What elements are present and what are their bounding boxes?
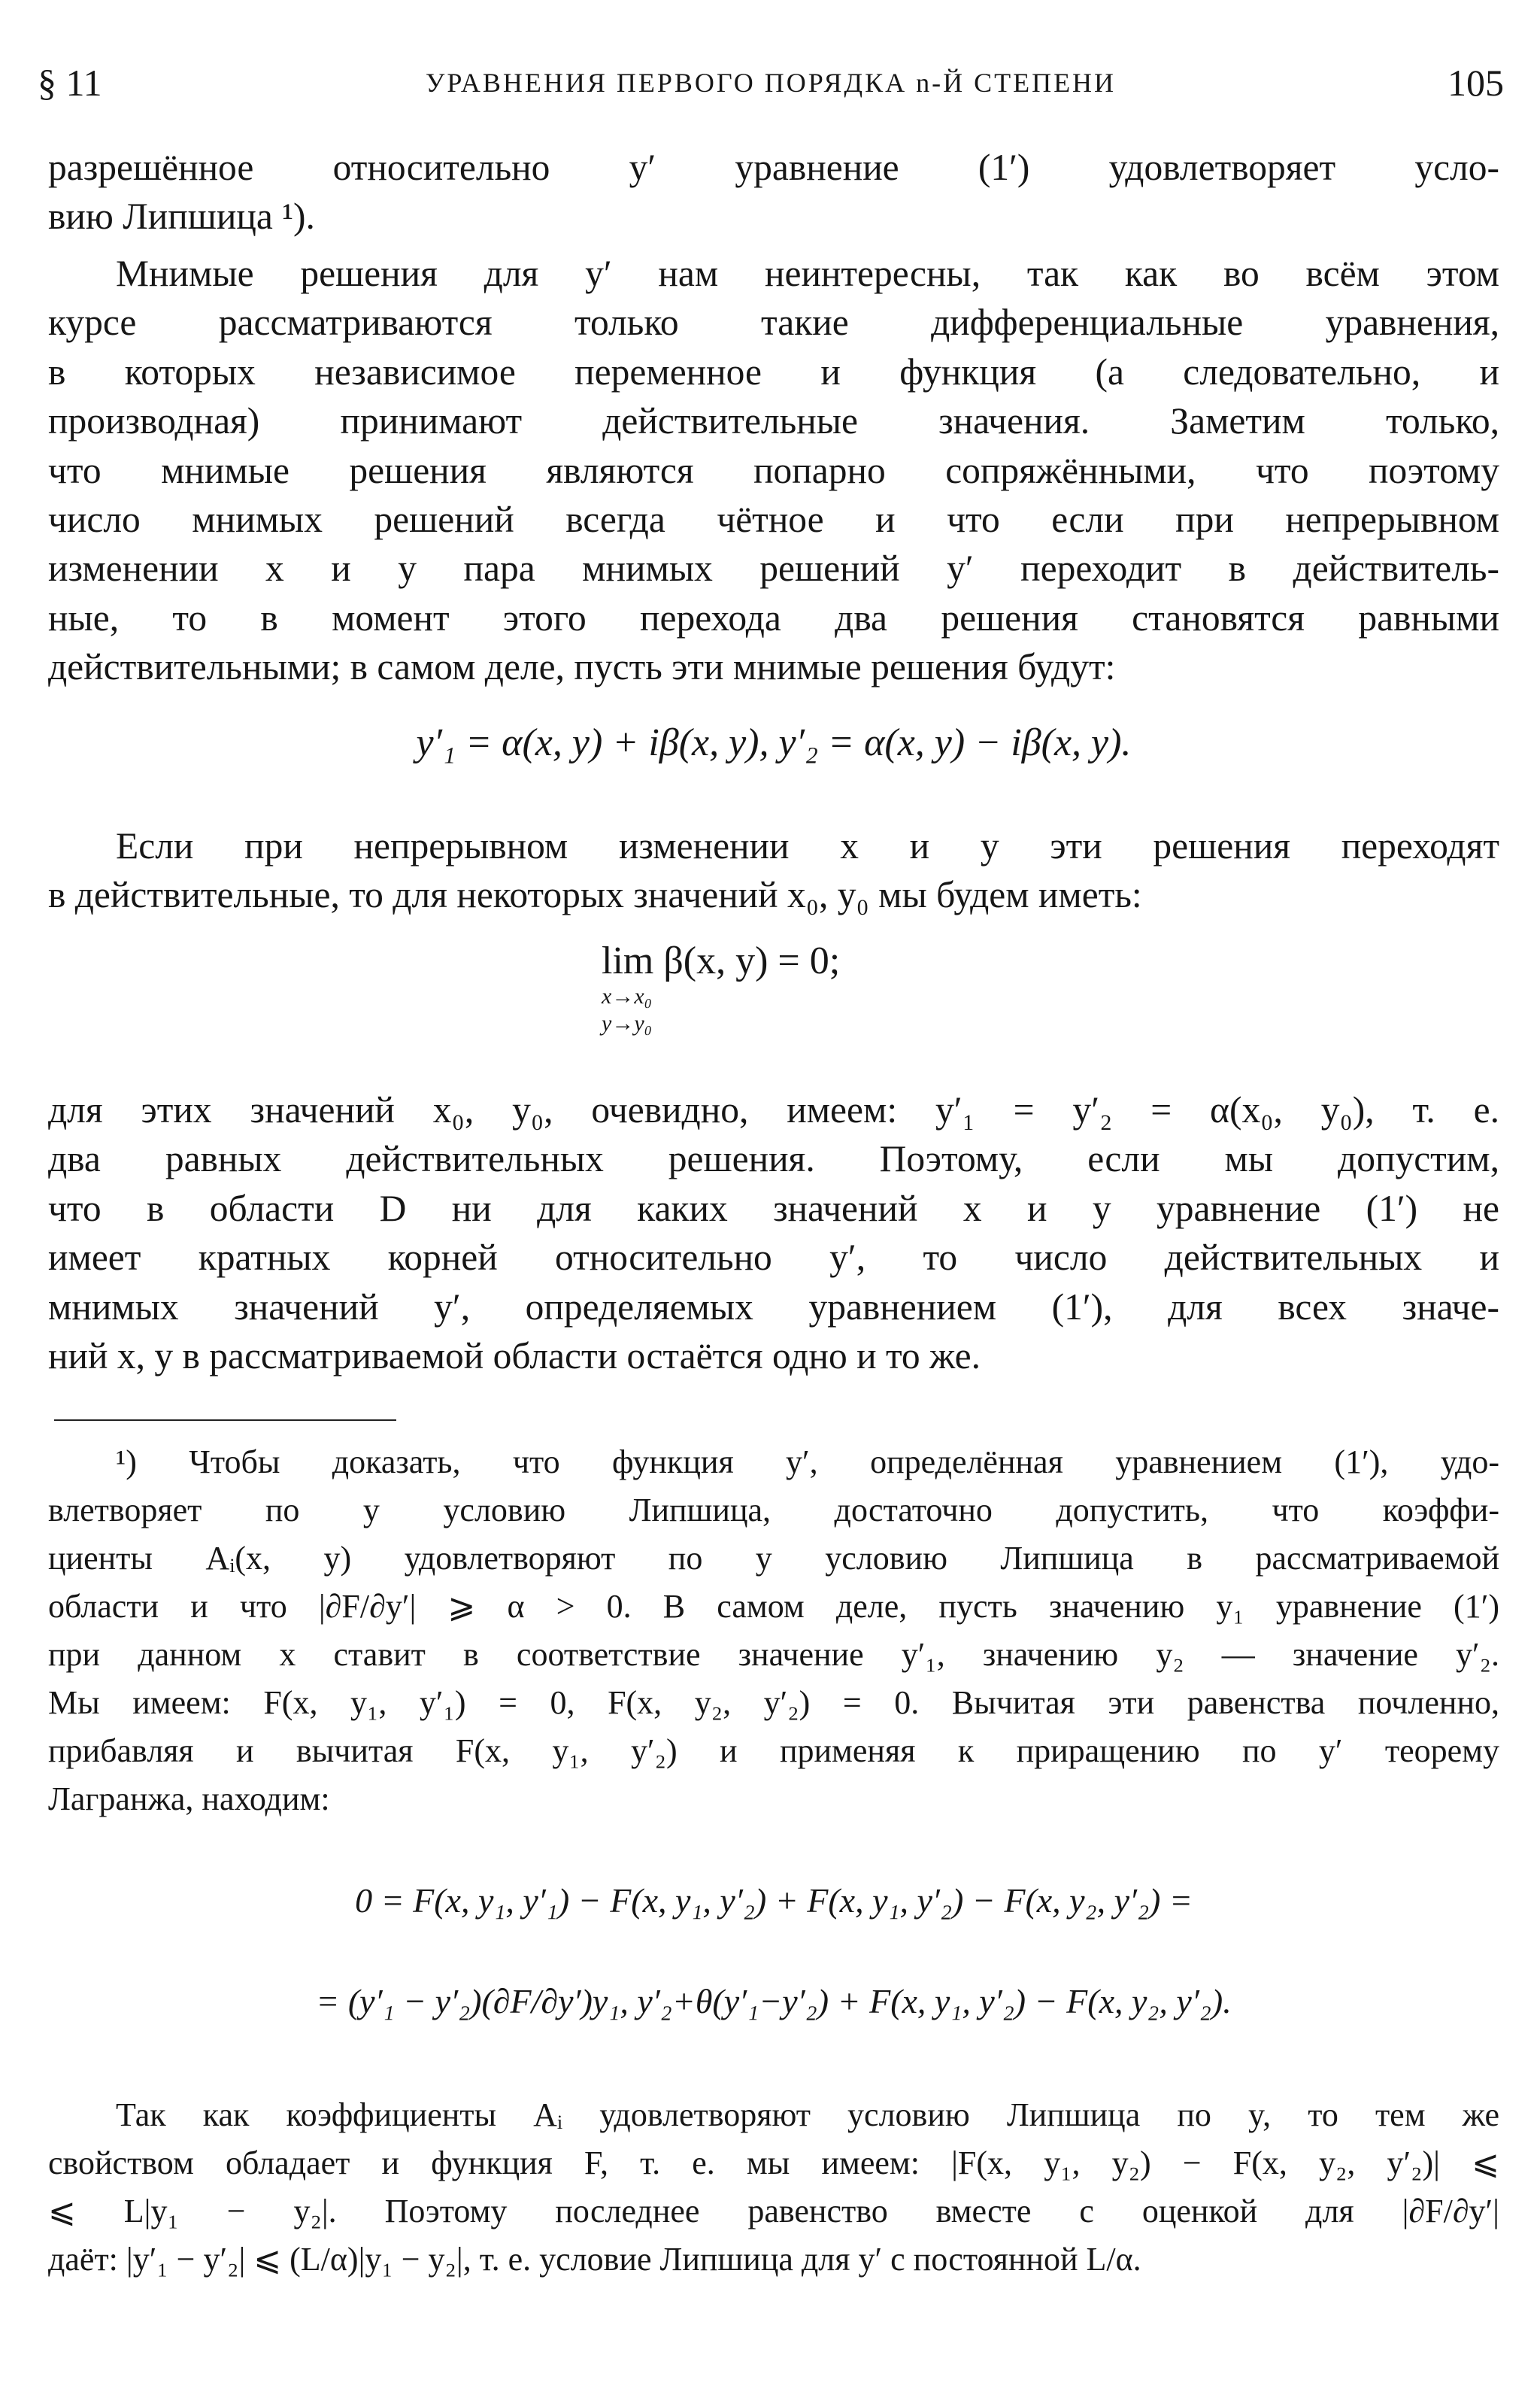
footnote-part-2 bbox=[48, 2091, 1499, 2284]
running-title: УРАВНЕНИЯ ПЕРВОГО ПОРЯДКА n-Й СТЕПЕНИ bbox=[425, 68, 1117, 98]
footnote-equation-a: 0 = F(x, y₁, y′₁) − F(x, y₁, y′₂) + F(x, y₁, y′₂) − F(x, y₂, y′₂) = bbox=[355, 1881, 1193, 1920]
paragraph-4 bbox=[48, 1085, 1499, 1380]
text-line: курсе рассматриваются только такие дифференциальные уравнения, bbox=[48, 302, 1499, 344]
page-number: 105 bbox=[1448, 62, 1504, 104]
text-line: мнимых значений y′, определяемых уравнением (1′), для всех значе- bbox=[48, 1285, 1499, 1328]
footnote-line: ¹) Чтобы доказать, что функция y′, определённая уравнением (1′), удо- bbox=[116, 1443, 1499, 1480]
limit-subscript-x: x→x₀ bbox=[602, 984, 653, 1009]
text-line: два равных действительных решения. Поэтому, если мы допустим, bbox=[48, 1138, 1499, 1180]
text-line: для этих значений x₀, y₀, очевидно, имеем: y′₁ = y′₂ = α(x₀, y₀), т. е. bbox=[48, 1089, 1499, 1131]
text-line: действительными; в самом деле, пусть эти мнимые решения будут: bbox=[48, 646, 1116, 688]
footnote-line: Так как коэффициенты Aᵢ удовлетворяют условию Липшица по y, то тем же bbox=[116, 2096, 1499, 2133]
text-line: Мнимые решения для y′ нам неинтересны, так как во всём этом bbox=[116, 253, 1499, 294]
footnote-line: свойством обладает и функция F, т. е. мы имеем: |F(x, y₁, y₂) − F(x, y₂, y′₂)| ⩽ bbox=[48, 2144, 1499, 2181]
footnote-line: при данном x ставит в соответствие значение y′₁, значению y₂ — значение y′₂. bbox=[48, 1636, 1499, 1673]
text-line: вию Липшица ¹). bbox=[48, 196, 315, 238]
text-line: разрешённое относительно y′ уравнение (1′) удовлетворяет усло- bbox=[48, 147, 1499, 188]
text-line: изменении x и y пара мнимых решений y′ переходит в действитель- bbox=[48, 548, 1499, 590]
paragraph-1 bbox=[48, 143, 1499, 241]
text-line: имеет кратных корней относительно y′, то число действительных и bbox=[48, 1237, 1499, 1279]
text-line: производная) принимают действительные значения. Заметим только, bbox=[48, 400, 1499, 442]
footnote-line: циенты Aᵢ(x, y) удовлетворяют по y условию Липшица в рассматриваемой bbox=[48, 1540, 1499, 1577]
section-number: § 11 bbox=[38, 62, 102, 104]
limit-expression: lim β(x, y) = 0; bbox=[602, 939, 841, 982]
text-line: в действительные, то для некоторых значений x₀, y₀ мы будем иметь: bbox=[48, 874, 1142, 916]
footnote-line: области и что |∂F/∂y′| ⩾ α > 0. В самом деле, пусть значению y₁ уравнение (1′) bbox=[48, 1588, 1499, 1625]
page-header bbox=[38, 53, 1504, 113]
footnote-line: влетворяет по y условию Липшица, достаточно допустить, что коэффи- bbox=[48, 1492, 1499, 1528]
paragraph-3 bbox=[48, 821, 1499, 920]
paragraph-2 bbox=[48, 249, 1499, 692]
text-line: в которых независимое переменное и функция (а следовательно, и bbox=[48, 351, 1499, 393]
footnote-line: ⩽ L|y₁ − y₂|. Поэтому последнее равенство вместе с оценкой для |∂F/∂y′| bbox=[48, 2193, 1499, 2229]
footnote-equation-b: = (y′₁ − y′₂)(∂F/∂y′)y₁, y′₂+θ(y′₁−y′₂) + F(x, y₁, y′₂) − F(x, y₂, y′₂). bbox=[316, 1982, 1232, 2020]
footnote-line: даёт: |y′₁ − y′₂| ⩽ (L/α)|y₁ − y₂|, т. е. условие Липшица для y′ с постоянной L/α. bbox=[48, 2241, 1141, 2278]
footnote-part-1 bbox=[48, 1438, 1499, 1823]
equation-1: y′₁ = α(x, y) + iβ(x, y), y′₂ = α(x, y) − iβ(x, y). bbox=[416, 721, 1132, 764]
text-line: что в области D ни для каких значений x и y уравнение (1′) не bbox=[48, 1187, 1499, 1229]
text-line: ные, то в момент этого перехода два решения становятся равными bbox=[48, 596, 1499, 639]
text-line: ний x, y в рассматриваемой области остаётся одно и то же. bbox=[48, 1335, 981, 1377]
footnote-line: Мы имеем: F(x, y₁, y′₁) = 0, F(x, y₂, y′₂) = 0. Вычитая эти равенства почленно, bbox=[48, 1684, 1499, 1721]
footnote-line: Лагранжа, находим: bbox=[48, 1780, 330, 1817]
limit-subscript-y: y→y₀ bbox=[602, 1011, 653, 1036]
text-line: число мнимых решений всегда чётное и что если при непрерывном bbox=[48, 499, 1499, 541]
text-line: что мнимые решения являются попарно сопряжёнными, что поэтому bbox=[48, 449, 1499, 491]
text-line: Если при непрерывном изменении x и y эти решения переходят bbox=[116, 825, 1499, 867]
footnote-line: прибавляя и вычитая F(x, y₁, y′₂) и применяя к приращению по y′ теорему bbox=[48, 1732, 1499, 1769]
equation-2 bbox=[602, 939, 840, 1037]
footnote-rule bbox=[54, 1419, 396, 1421]
